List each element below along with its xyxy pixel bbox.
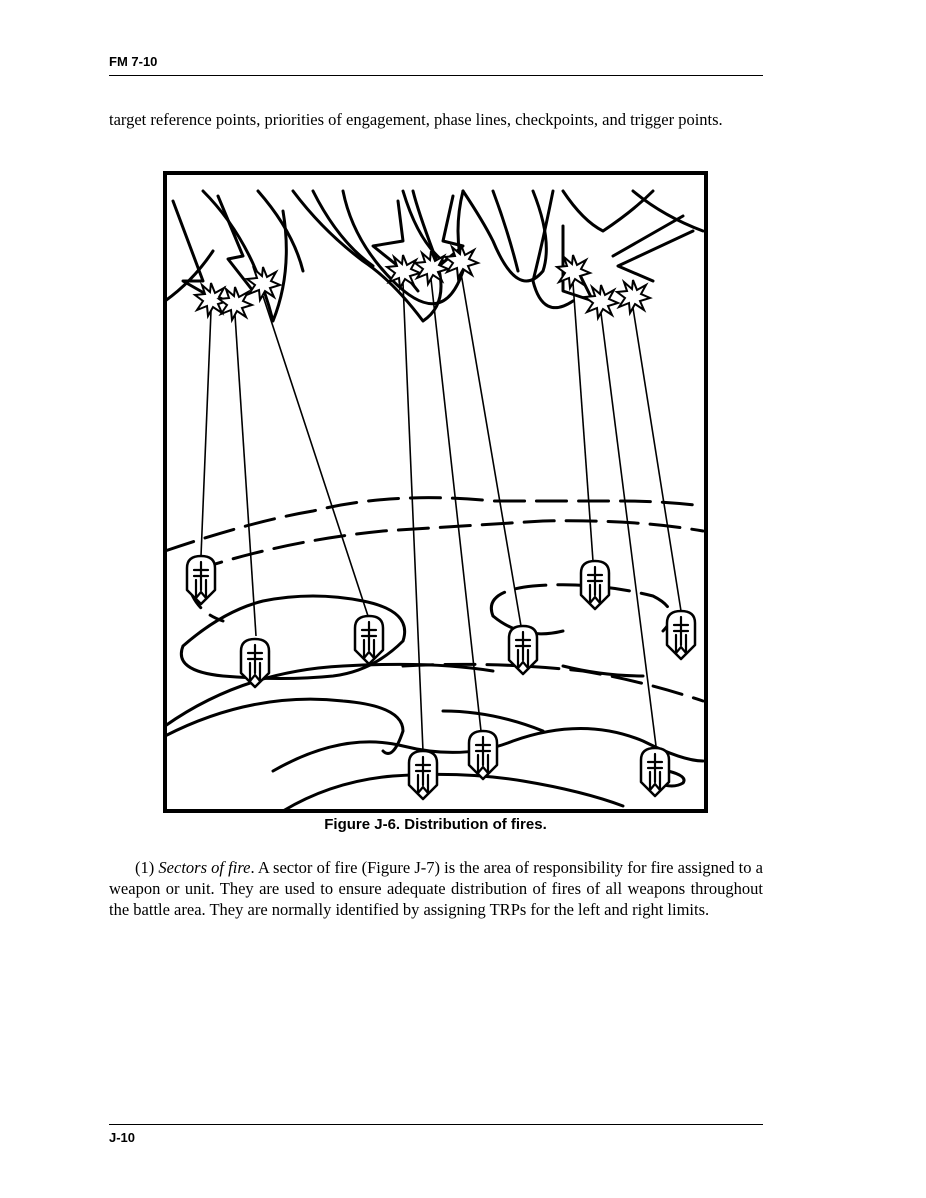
footer-rule: [109, 1124, 763, 1125]
intro-paragraph: target reference points, priorities of engagement, phase lines, checkpoints, and trigger points.: [109, 110, 723, 129]
document-header: FM 7-10: [109, 54, 158, 69]
header-rule: [109, 75, 763, 76]
page-number: J-10: [109, 1130, 136, 1145]
sectors-body: A sector of fire (Figure J-7) is the area of responsibility for fire assigned to a weapon or unit. They are used to ensure adequate distribution of fires of all weapons throughout the battle area. They are normally identified by assigning TRPs for the left and right limits.: [109, 858, 763, 919]
figure-caption: Figure J-6. Distribution of fires.: [324, 816, 547, 833]
sectors-term: Sectors of fire: [158, 858, 251, 877]
paragraph-number: (1): [135, 858, 155, 877]
sectors-of-fire-paragraph: (1) Sectors of fire. A sector of fire (Figure J-7) is the area of responsibility for fire assigned to a weapon or unit. They are used to ensure adequate distribution of fires of all weapons throughout the battle area. They are normally identified by assigning TRPs for the left and right limits.: [109, 858, 763, 919]
distribution-of-fires-figure: [163, 171, 708, 813]
